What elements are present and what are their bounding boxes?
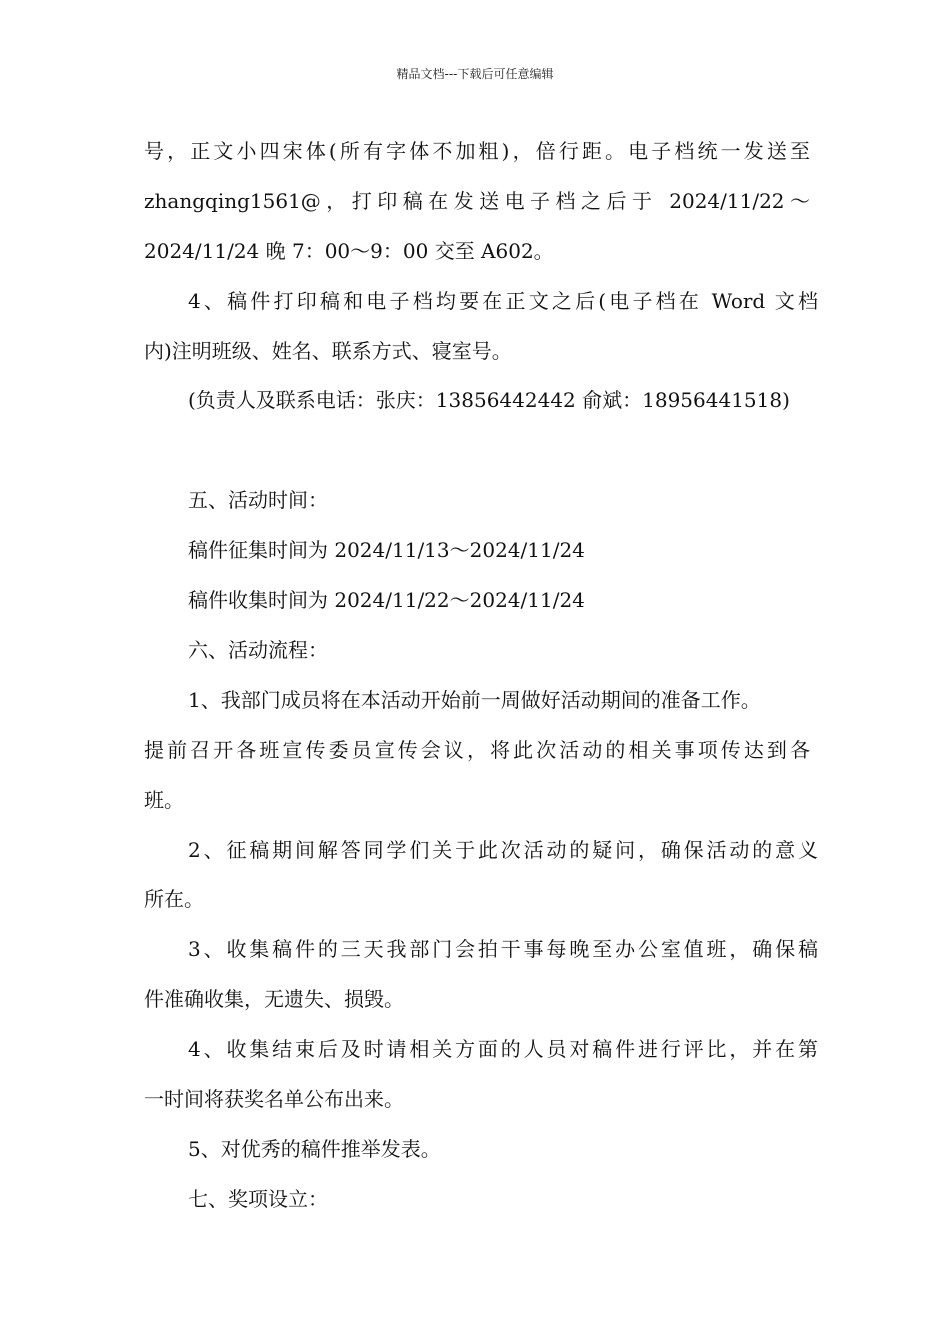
body-line: 4、收集结束后及时请相关方面的人员对稿件进行评比，并在第 [188,1037,818,1061]
body-line: 班。 [144,788,184,812]
body-line: 稿件收集时间为 2024/11/22～2024/11/24 [188,588,585,612]
page-header: 精品文档---下载后可任意编辑 [396,67,554,81]
body-line: 1、我部门成员将在本活动开始前一周做好活动期间的准备工作。 [188,688,761,712]
body-line: 一时间将获奖名单公布出来。 [144,1087,404,1111]
body-line: 提前召开各班宣传委员宣传会议，将此次活动的相关事项传达到各 [144,738,810,762]
section-heading: 六、活动流程： [188,638,328,662]
body-line: 2024/11/24 晚 7：00～9：00 交至 A602。 [144,239,554,263]
section-heading: 七、奖项设立： [188,1187,328,1211]
body-line: 所在。 [144,887,204,911]
body-line: 号，正文小四宋体(所有字体不加粗)，倍行距。电子档统一发送至 [144,139,810,163]
body-line: zhangqing1561@，打印稿在发送电子档之后于 2024/11/22～ [144,189,810,213]
section-heading: 五、活动时间： [188,488,328,512]
contact-line: (负责人及联系电话：张庆：13856442442 俞斌：18956441518) [188,388,790,412]
body-line: 内)注明班级、姓名、联系方式、寝室号。 [144,339,512,363]
body-line: 5、对优秀的稿件推举发表。 [188,1137,441,1161]
body-line: 2、征稿期间解答同学们关于此次活动的疑问，确保活动的意义 [188,838,818,862]
body-line: 4、稿件打印稿和电子档均要在正文之后(电子档在 Word 文档 [188,289,818,313]
body-line: 稿件征集时间为 2024/11/13～2024/11/24 [188,538,585,562]
body-line: 3、收集稿件的三天我部门会拍干事每晚至办公室值班，确保稿 [188,937,818,961]
body-line: 件准确收集，无遗失、损毁。 [144,987,404,1011]
